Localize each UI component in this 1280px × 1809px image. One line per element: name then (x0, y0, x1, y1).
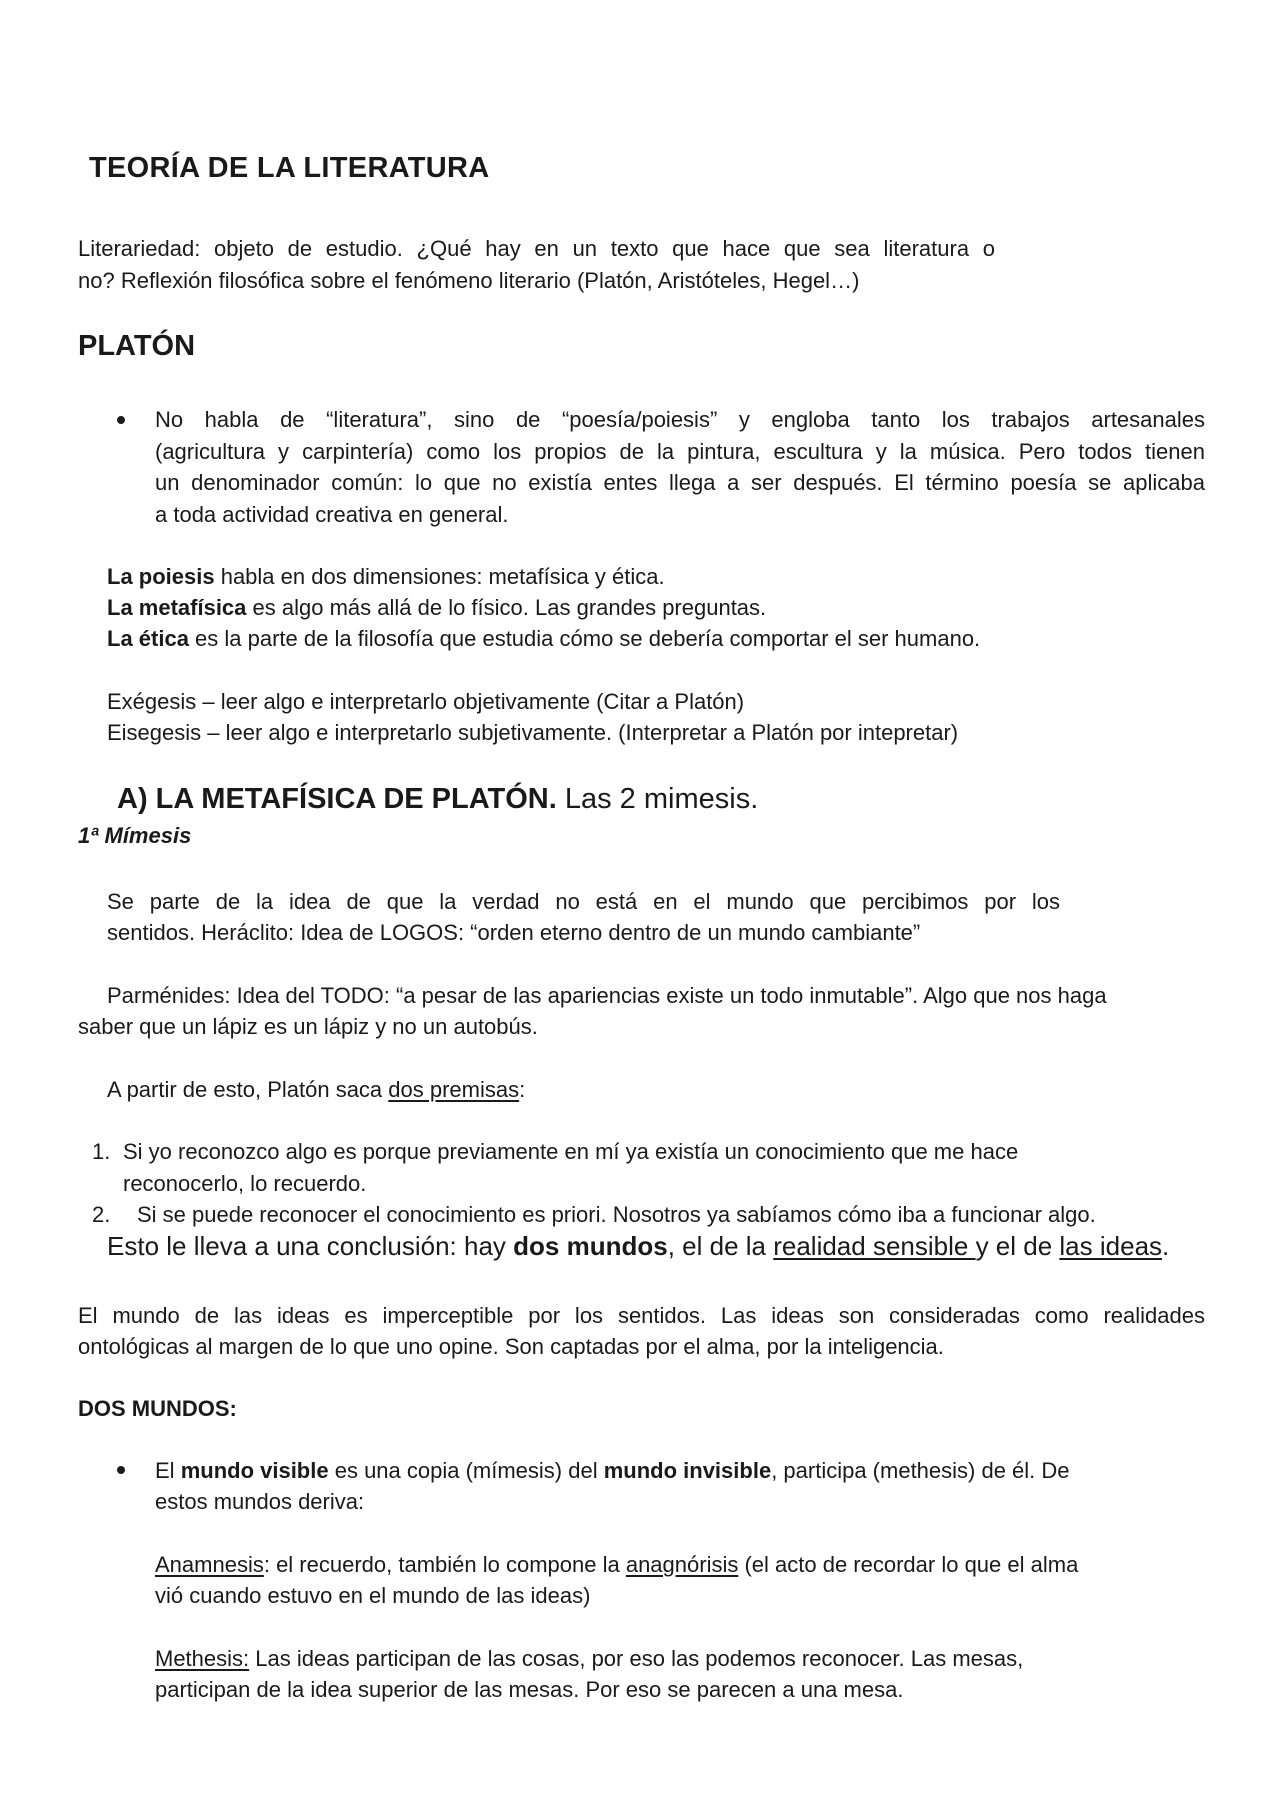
bullet-dot (117, 416, 125, 424)
eisegesis-line: Eisegesis – leer algo e interpretarlo subjetivamente. (Interpretar a Platón por intepretar) (107, 720, 959, 745)
platon-bullet-line-3: un denominador común: lo que no existía entes llega a ser después. El término poesía se aplicaba (155, 470, 1205, 495)
def-term: La metafísica (107, 595, 247, 620)
document-title: TEORÍA DE LA LITERATURA (89, 152, 490, 184)
bullet-text-a: El (155, 1458, 181, 1483)
bullet-bold-2: mundo invisible (603, 1458, 772, 1483)
list-item-1-line-1: Si yo reconozco algo es porque previamente en mí ya existía un conocimiento que me hace (123, 1139, 1019, 1164)
anamnesis-line-2: vió cuando estuvo en el mundo de las ideas) (155, 1583, 591, 1608)
conclusion-end: . (1162, 1231, 1170, 1261)
conclusion-bold: dos mundos (513, 1231, 668, 1261)
bullet-text-d: , participa (methesis) de él. De (771, 1458, 1070, 1483)
heading-platon: PLATÓN (78, 330, 196, 362)
mimesis-p2-line-2: saber que un lápiz es un lápiz y no un autobús. (78, 1014, 538, 1039)
conclusion-mid: , el de la (667, 1231, 774, 1261)
def-text: habla en dos dimensiones: metafísica y ética. (214, 564, 665, 589)
conclusion-underlined-1: realidad sensible (773, 1231, 976, 1261)
def-term: La ética (107, 626, 189, 651)
premisas-post: : (519, 1077, 526, 1102)
exegesis-line: Exégesis – leer algo e interpretarlo objetivamente (Citar a Platón) (107, 689, 745, 714)
subheading-mimesis: 1ª Mímesis (78, 823, 192, 848)
def-etica (107, 623, 980, 655)
methesis-line-1 (155, 1643, 1165, 1675)
def-text: es la parte de la filosofía que estudia cómo se debería comportar el ser humano. (188, 626, 981, 651)
methesis-text: Las ideas participan de las cosas, por eso las podemos reconocer. Las mesas, (249, 1646, 1024, 1671)
conclusion-pre: Esto le lleva a una conclusión: hay (107, 1231, 514, 1261)
def-text: es algo más allá de lo físico. Las grandes preguntas. (246, 595, 767, 620)
mimesis-p2-line-1: Parménides: Idea del TODO: “a pesar de las apariencias existe un todo inmutable”. Algo que nos haga (107, 983, 1107, 1008)
list-number-1: 1. (92, 1139, 111, 1164)
list-number-2: 2. (92, 1202, 111, 1227)
ideas-line-1: El mundo de las ideas es imperceptible por los sentidos. Las ideas son consideradas como realidades (78, 1303, 1205, 1328)
anagnorisis-term: anagnórisis (625, 1552, 739, 1577)
def-metafisica (107, 592, 766, 624)
dos-mundos-bullet-line-2: estos mundos deriva: (155, 1489, 365, 1514)
conclusion-line (107, 1231, 1169, 1262)
premisas-line (107, 1074, 525, 1106)
platon-bullet-line-4: a toda actividad creativa en general. (155, 502, 509, 527)
intro-line-2: no? Reflexión filosófica sobre el fenómeno literario (Platón, Aristóteles, Hegel…) (78, 268, 860, 293)
bullet-bold-1: mundo visible (180, 1458, 329, 1483)
conclusion-mid-2: y el de (975, 1231, 1060, 1261)
anamnesis-term: Anamnesis (155, 1552, 264, 1577)
anamnesis-post: (el acto de recordar lo que el alma (738, 1552, 1079, 1577)
list-item-1-line-2: reconocerlo, lo recuerdo. (123, 1171, 367, 1196)
heading-dos-mundos: DOS MUNDOS: (78, 1396, 237, 1421)
anamnesis-line-1 (155, 1549, 1078, 1581)
conclusion-underlined-2: las ideas (1059, 1231, 1163, 1261)
def-poiesis (107, 561, 665, 593)
heading-metafisica-rest: Las 2 mimesis. (556, 783, 759, 815)
premisas-underlined: dos premisas (388, 1077, 520, 1102)
methesis-line-2: participan de la idea superior de las mesas. Por eso se parecen a una mesa. (155, 1677, 904, 1702)
intro-line-1: Literariedad: objeto de estudio. ¿Qué hay en un texto que hace que sea literatura o (78, 236, 995, 261)
mimesis-p1-line-2: sentidos. Heráclito: Idea de LOGOS: “orden eterno dentro de un mundo cambiante” (107, 920, 921, 945)
dos-mundos-bullet-line-1 (155, 1455, 1070, 1487)
bullet-text-c: es una copia (mímesis) del (328, 1458, 604, 1483)
heading-metafisica (117, 783, 758, 816)
anamnesis-pre: : el recuerdo, también lo compone la (263, 1552, 626, 1577)
ideas-line-2: ontológicas al margen de lo que uno opine. Son captadas por el alma, por la inteligencia. (78, 1334, 944, 1359)
platon-bullet-line-1: No habla de “literatura”, sino de “poesía/poiesis” y engloba tanto los trabajos artesanales (155, 407, 1205, 432)
bullet-dot (117, 1466, 125, 1474)
premisas-pre: A partir de esto, Platón saca (107, 1077, 389, 1102)
list-item-2-line-1: Si se puede reconocer el conocimiento es priori. Nosotros ya sabíamos cómo iba a funcionar algo. (137, 1202, 1096, 1227)
methesis-term: Methesis: (155, 1646, 250, 1671)
def-term: La poiesis (107, 564, 215, 589)
heading-metafisica-bold: A) LA METAFÍSICA DE PLATÓN. (117, 783, 557, 815)
mimesis-p1-line-1: Se parte de la idea de que la verdad no está en el mundo que percibimos por los (107, 889, 1060, 914)
platon-bullet-line-2: (agricultura y carpintería) como los propios de la pintura, escultura y la música. Pero todos tienen (155, 439, 1205, 464)
